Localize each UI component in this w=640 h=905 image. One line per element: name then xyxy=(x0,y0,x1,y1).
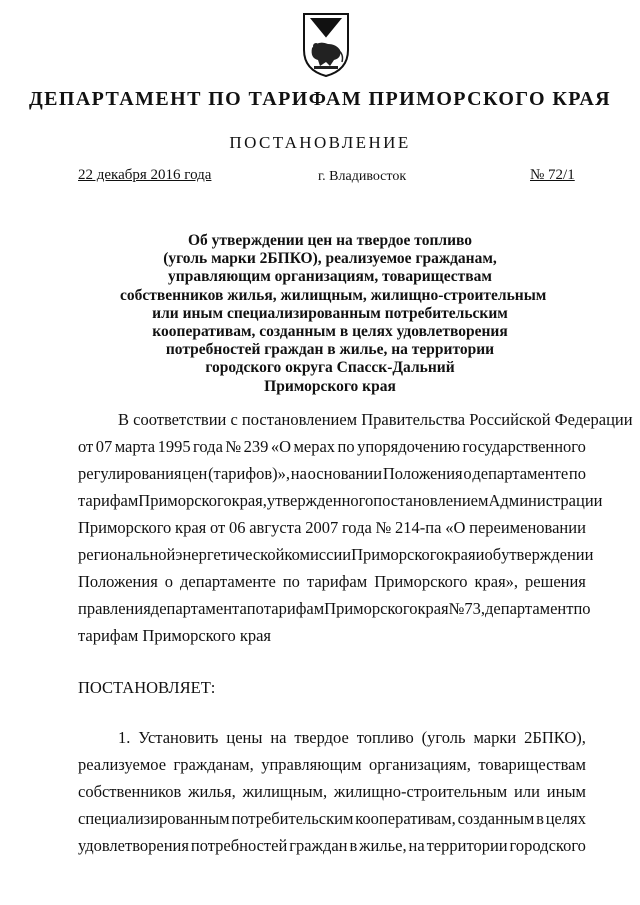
preamble-line xyxy=(78,572,586,592)
word: по xyxy=(568,464,586,483)
word: 2007 xyxy=(305,518,339,537)
document-city: г. Владивосток xyxy=(318,169,407,184)
word: края xyxy=(417,599,449,618)
word: жилье, xyxy=(359,836,407,855)
subject-line: или иным специализированным потребительским xyxy=(152,304,508,322)
word: утверждении xyxy=(501,545,594,564)
word: по xyxy=(337,437,355,456)
preamble-line xyxy=(78,518,586,538)
word: (уголь xyxy=(421,728,466,747)
subject-line: Об утверждении цен на твердое топливо xyxy=(187,232,473,249)
preamble-line: тарифам Приморского края xyxy=(78,626,271,645)
preamble-line xyxy=(78,545,594,565)
word: управляющим xyxy=(261,755,362,774)
preamble-line xyxy=(78,491,603,511)
word: региональной xyxy=(78,545,176,564)
word: потребительским xyxy=(231,809,354,828)
item-line xyxy=(78,809,586,829)
word: по xyxy=(573,599,591,618)
word: департамента xyxy=(150,599,247,618)
document-type: ПОСТАНОВЛЕНИЕ xyxy=(229,133,411,152)
word: Приморского xyxy=(138,491,232,510)
word: созданным xyxy=(457,809,535,828)
word: утвержденного xyxy=(266,491,374,510)
word: 73, xyxy=(464,599,486,618)
word: тарифам xyxy=(78,491,139,510)
word: «О xyxy=(445,518,466,537)
word: марта xyxy=(114,437,156,456)
word: края xyxy=(444,545,476,564)
word: Приморского xyxy=(374,572,468,591)
word: топливо xyxy=(356,728,414,747)
word: кооперативам, xyxy=(355,809,456,828)
word: реализуемое xyxy=(78,755,167,774)
word: или xyxy=(514,782,540,801)
word: специализированным xyxy=(78,809,230,828)
subject-line: собственников жилья, жилищным, жилищно-строительным xyxy=(120,286,547,304)
word: Установить xyxy=(138,728,219,747)
word: Положения xyxy=(78,572,158,591)
word: о xyxy=(164,572,174,591)
preamble-line: В соответствии с постановлением Правительства Российской Федерации xyxy=(118,410,633,429)
word: № xyxy=(225,437,242,456)
word: потребностей xyxy=(190,836,288,855)
word: по xyxy=(246,599,264,618)
word: энергетической xyxy=(175,545,285,564)
word: и xyxy=(475,545,485,564)
word: года xyxy=(341,518,372,537)
item-line xyxy=(118,728,586,748)
word: решения xyxy=(525,572,586,591)
word: года xyxy=(193,437,223,456)
word: жилья, xyxy=(188,782,236,801)
coat-of-arms-icon xyxy=(300,10,352,78)
word: 1. xyxy=(118,728,131,747)
subject-line: потребностей граждан в жилье, на территории xyxy=(165,341,495,359)
word: на xyxy=(290,464,307,483)
word: 06 xyxy=(228,518,246,537)
word: собственников xyxy=(78,782,182,801)
word: удовлетворения xyxy=(78,836,189,855)
word: жилищно-строительным xyxy=(333,782,508,801)
word: Приморского xyxy=(351,545,445,564)
word: основании xyxy=(307,464,383,483)
word: городского xyxy=(509,836,586,855)
document-number: № 72/1 xyxy=(530,167,575,183)
word: марки xyxy=(473,728,517,747)
preamble-line xyxy=(78,464,586,484)
word: постановлением xyxy=(373,491,489,510)
subject-line: кооперативам, созданным в целях удовлетворения xyxy=(152,323,508,341)
word: регулирования xyxy=(78,464,182,483)
subject-line: городского округа Спасск-Дальний xyxy=(205,359,455,377)
word: жилищным, xyxy=(242,782,328,801)
word: Приморского xyxy=(324,599,418,618)
word: переименовании xyxy=(469,518,586,537)
word: Администрации xyxy=(488,491,603,510)
subject-line: управляющим организациям, товариществам xyxy=(168,268,492,286)
word: государственного xyxy=(462,437,586,456)
word: 2БПКО), xyxy=(524,728,586,747)
word: 214-па xyxy=(395,518,442,537)
word: упорядочению xyxy=(357,437,461,456)
word: тарифам xyxy=(263,599,325,618)
word: иным xyxy=(546,782,586,801)
word: края, xyxy=(231,491,267,510)
document-date: 22 декабря 2016 года xyxy=(78,167,212,183)
item-line xyxy=(78,836,586,856)
word: «О xyxy=(270,437,291,456)
word: на xyxy=(408,836,425,855)
preamble-line xyxy=(78,599,591,619)
subject-line: Приморского края xyxy=(264,377,396,395)
word: территории xyxy=(426,836,508,855)
word: тарифам xyxy=(306,572,368,591)
item-line xyxy=(78,755,586,775)
word: от xyxy=(78,437,94,456)
word: в xyxy=(349,836,358,855)
word: департаменте xyxy=(472,464,569,483)
word: (тарифов)», xyxy=(208,464,290,483)
document-subject xyxy=(120,232,547,396)
word: департамент xyxy=(485,599,574,618)
subject-line: (уголь марки 2БПКО), реализуемое гражданам, xyxy=(163,250,497,268)
word: комиссии xyxy=(284,545,352,564)
word: № xyxy=(375,518,392,537)
word: на xyxy=(270,728,287,747)
word: целях xyxy=(545,809,586,828)
word: августа xyxy=(249,518,302,537)
decree-word: ПОСТАНОВЛЯЕТ: xyxy=(78,678,216,697)
word: по xyxy=(282,572,300,591)
word: мерах xyxy=(293,437,336,456)
word: департаменте xyxy=(180,572,276,591)
word: цен xyxy=(182,464,208,483)
word: правления xyxy=(78,599,151,618)
word: гражданам, xyxy=(173,755,254,774)
word: Приморского xyxy=(78,518,172,537)
word: Положения xyxy=(382,464,463,483)
item-line xyxy=(78,782,586,802)
word: № xyxy=(448,599,465,618)
word: края xyxy=(175,518,207,537)
word: товариществам xyxy=(478,755,586,774)
word: о xyxy=(463,464,472,483)
word: 07 xyxy=(95,437,113,456)
word: об xyxy=(484,545,502,564)
word: края», xyxy=(474,572,519,591)
word: от xyxy=(209,518,226,537)
word: организациям, xyxy=(369,755,471,774)
department-name: ДЕПАРТАМЕНТ ПО ТАРИФАМ ПРИМОРСКОГО КРАЯ xyxy=(28,88,612,110)
word: твердое xyxy=(294,728,349,747)
preamble-line xyxy=(78,437,586,457)
word: цены xyxy=(226,728,263,747)
word: граждан xyxy=(289,836,348,855)
word: 1995 xyxy=(157,437,191,456)
word: 239 xyxy=(243,437,269,456)
word: в xyxy=(536,809,544,828)
